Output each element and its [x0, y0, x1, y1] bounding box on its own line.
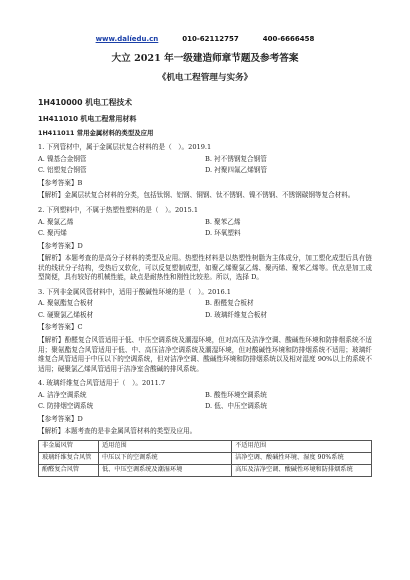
table-cell: 中压以下的空调系统	[98, 452, 231, 464]
table-cell: 酚醛复合风管	[39, 464, 99, 476]
table-header-cell: 非金属风管	[39, 440, 99, 452]
page-header	[38, 0, 372, 44]
table-cell: 玻璃纤维复合风管	[39, 452, 99, 464]
option-d: D. 衬聚四氟乙烯钢管	[205, 166, 267, 175]
option-d: D. 环氧塑料	[205, 229, 241, 238]
question-stem: 4. 玻璃纤维复合风管适用于（ ）。2011.7	[38, 379, 166, 388]
phone-number-1: 010-62112757	[182, 35, 239, 43]
document-subtitle: 《机电工程管理与实务》	[157, 73, 253, 84]
question-3	[38, 288, 372, 374]
question-options	[38, 299, 372, 320]
question-stem: 1. 下列管材中，属于金属层状复合材料的是（ ）。2019.1	[38, 143, 212, 152]
option-a: A. 洁净空调系统	[38, 390, 87, 399]
question-stem: 2. 下列塑料中，不属于热塑性塑料的是（ ）。2015.1	[38, 205, 199, 214]
answer: 【参考答案】C	[38, 323, 83, 332]
option-b: B. 酚醛复合板材	[205, 299, 254, 308]
question-options	[38, 391, 372, 412]
table-cell: 高压及洁净空调、酸碱性环境和防排烟系统	[232, 464, 372, 476]
table-cell: 洁净空调、酸碱性环境、湿度 90%系统	[232, 452, 372, 464]
option-b: B. 聚苯乙烯	[205, 217, 241, 226]
question-stem: 3. 下列非金属风管材料中，适用于酸碱性环境的是（ ）。2016.1	[38, 287, 232, 296]
option-c: C. 防排烟空调系统	[38, 402, 94, 411]
question-4	[38, 379, 372, 437]
option-b: B. 酸性环境空调系统	[205, 390, 267, 399]
duct-material-table	[38, 440, 372, 477]
table-cell: 低、中压空调系统及潮湿环境	[98, 464, 231, 476]
question-1	[38, 143, 372, 201]
option-d: D. 低、中压空调系统	[205, 402, 267, 411]
answer: 【参考答案】D	[38, 241, 83, 250]
section-heading: 1H411010 机电工程常用材料	[38, 114, 137, 123]
option-a: A. 镍基合金钢管	[38, 154, 87, 163]
explanation: 【解析】酚醛复合风管适用于低、中压空调系统及潮湿环境，但对高压及洁净空调、酸碱性环境和防排烟系统不适用；聚氨酯复合风管适用于低、中、高压洁净空调系统及潮湿环境，但对酸碱性环境和防排烟系统不适用；玻璃纤维复合风管适用于中压以下的空调系统，但对洁净空调、酸碱性环境和防排烟系统以及相对湿度 90%以上的系统不适用；硬聚氯乙烯风管适用于洁净室含酸碱的排风系统。	[38, 335, 372, 373]
document-title: 大立 2021 年一级建造师章节题及参考答案	[111, 53, 299, 65]
option-c: C. 硬聚氯乙烯板材	[38, 310, 94, 319]
question-2	[38, 206, 372, 283]
answer: 【参考答案】B	[38, 178, 83, 187]
question-options	[38, 155, 372, 176]
table-row	[39, 452, 372, 464]
explanation: 【解析】金属层状复合材料的分类，包括钛钢、铝钢、铜钢、钛不锈钢、镍不锈钢、不锈钢碳钢等复合材料。	[38, 191, 355, 200]
option-c: C. 聚丙烯	[38, 229, 67, 238]
explanation: 【解析】本题考查的是高分子材料的类型及应用。热塑性材料是以热塑性树脂为主体成分，加工塑化成型后具有链状的线状分子结构，受热后又软化，可以反复塑制成型，如聚乙烯聚氯乙烯、聚丙烯、聚苯乙烯等。优点是加工成型简便，具有较好的机械性能，缺点是耐热性和刚性比较差。所以，选择 D。	[38, 254, 372, 282]
explanation: 【解析】本题考查的是非金属风管材料的类型及应用。	[38, 427, 197, 436]
table-header-cell: 适用范围	[98, 440, 231, 452]
option-d: D. 玻璃纤维复合板材	[205, 310, 267, 319]
subsection-heading: 1H411011 常用金属材料的类型及应用	[38, 128, 154, 137]
option-a: A. 聚氯乙烯	[38, 217, 74, 226]
option-b: B. 衬不锈钢复合钢管	[205, 154, 267, 163]
table-header-cell: 不适用范围	[232, 440, 372, 452]
answer: 【参考答案】D	[38, 414, 83, 423]
chapter-heading: 1H410000 机电工程技术	[38, 97, 132, 107]
question-options	[38, 218, 372, 239]
phone-number-2: 400-6666458	[262, 35, 315, 43]
website-link[interactable]: www.dalíedu.cn	[95, 35, 159, 43]
table-header-row	[39, 440, 372, 452]
option-a: A. 聚氨酯复合板材	[38, 299, 94, 308]
option-c: C. 铝塑复合钢管	[38, 166, 87, 175]
table-row	[39, 464, 372, 476]
